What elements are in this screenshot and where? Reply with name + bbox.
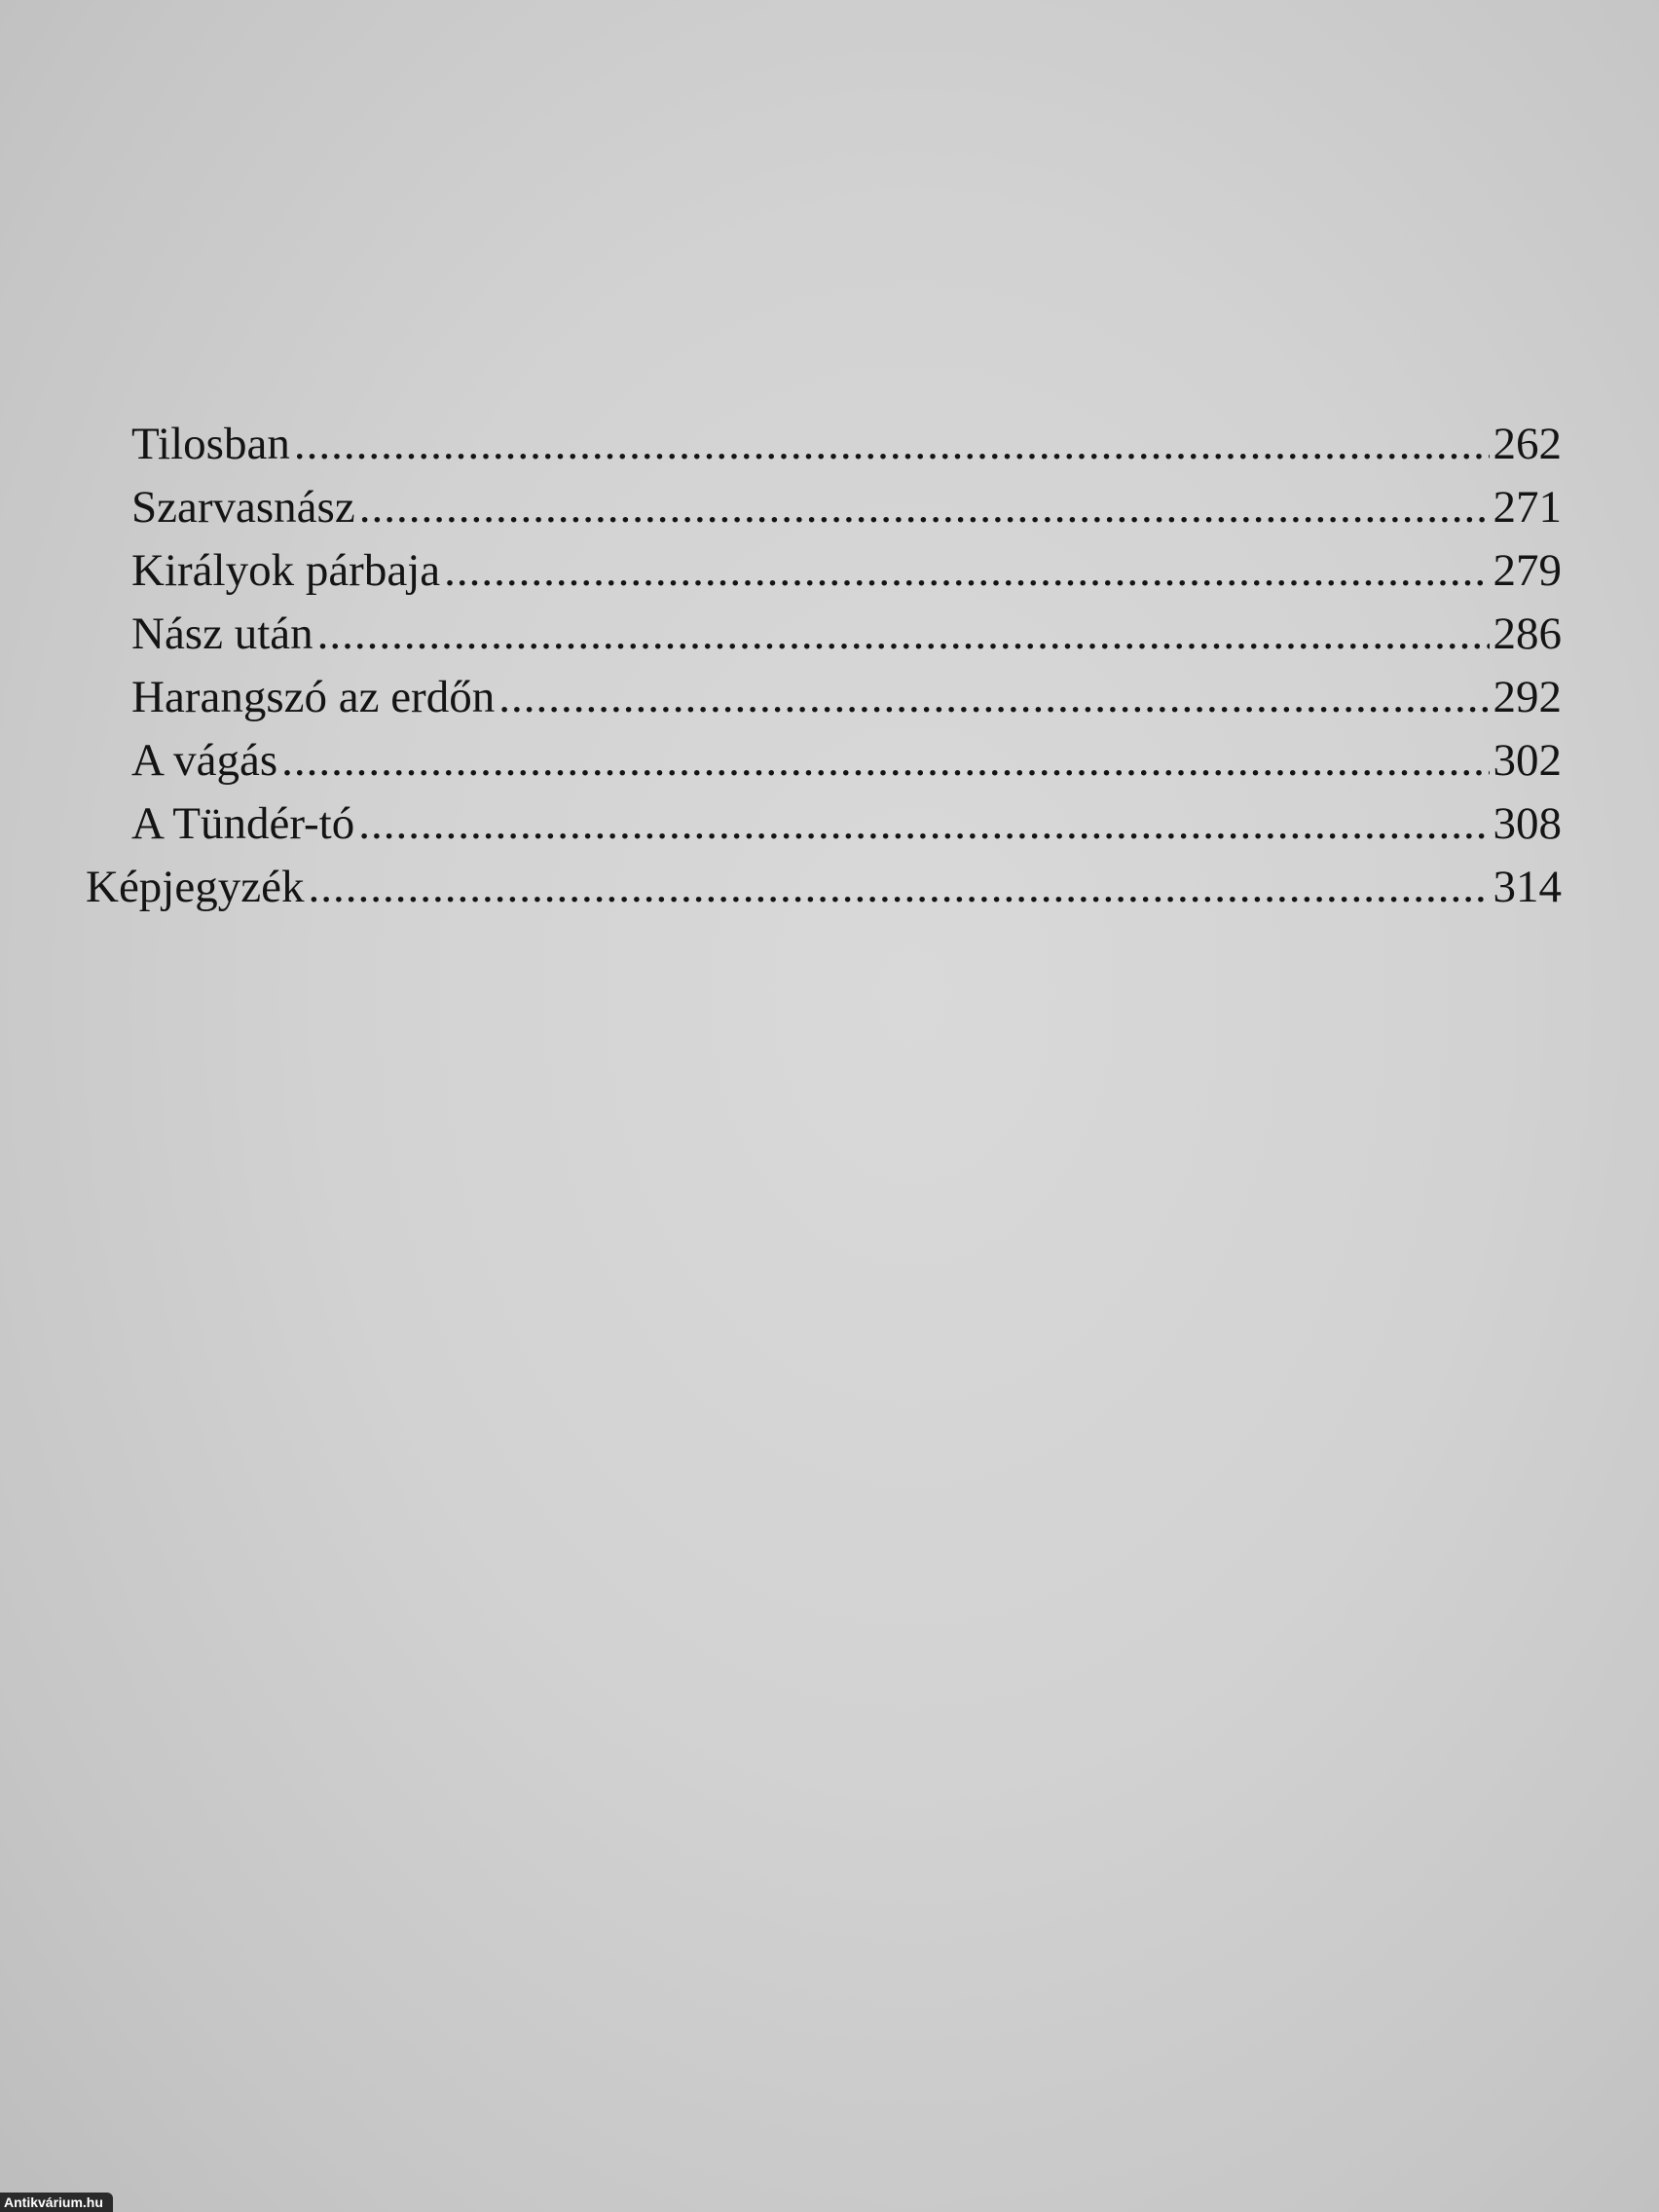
toc-entry-page: 308 — [1493, 798, 1562, 849]
dot-leader — [359, 477, 1490, 537]
toc-entry — [131, 604, 1562, 664]
toc-entry-title: Tilosban — [131, 419, 290, 469]
toc-entry — [131, 477, 1562, 537]
toc-entry-title: A Tündér-tó — [131, 798, 355, 849]
toc-entry-title: A vágás — [131, 735, 278, 786]
dot-leader — [281, 730, 1489, 791]
dot-leader — [317, 604, 1490, 664]
toc-entry-title: Nász után — [131, 608, 313, 659]
toc-entry — [131, 793, 1562, 854]
toc-entry-title: Képjegyzék — [86, 862, 305, 912]
toc-entry — [86, 857, 1562, 917]
dot-leader — [358, 793, 1489, 854]
toc-entry — [131, 414, 1562, 474]
toc-entry — [131, 730, 1562, 791]
dot-leader — [308, 857, 1489, 917]
toc-entry-page: 271 — [1493, 482, 1562, 533]
toc-entry-page: 314 — [1493, 862, 1562, 912]
toc-entry-page: 292 — [1493, 672, 1562, 722]
antikvarium-watermark: Antikvárium.hu — [0, 2193, 113, 2212]
toc-entry — [131, 540, 1562, 601]
toc-entry-page: 279 — [1493, 545, 1562, 596]
toc-entry-page: 286 — [1493, 608, 1562, 659]
dot-leader — [294, 414, 1490, 474]
toc-entry — [131, 667, 1562, 727]
toc-entry-page: 302 — [1493, 735, 1562, 786]
dot-leader — [498, 667, 1489, 727]
toc-entry-title: Harangszó az erdőn — [131, 672, 496, 722]
toc-entry-title: Királyok párbaja — [131, 545, 441, 596]
dot-leader — [444, 540, 1489, 601]
toc-entry-title: Szarvasnász — [131, 482, 355, 533]
toc-entry-page: 262 — [1493, 419, 1562, 469]
